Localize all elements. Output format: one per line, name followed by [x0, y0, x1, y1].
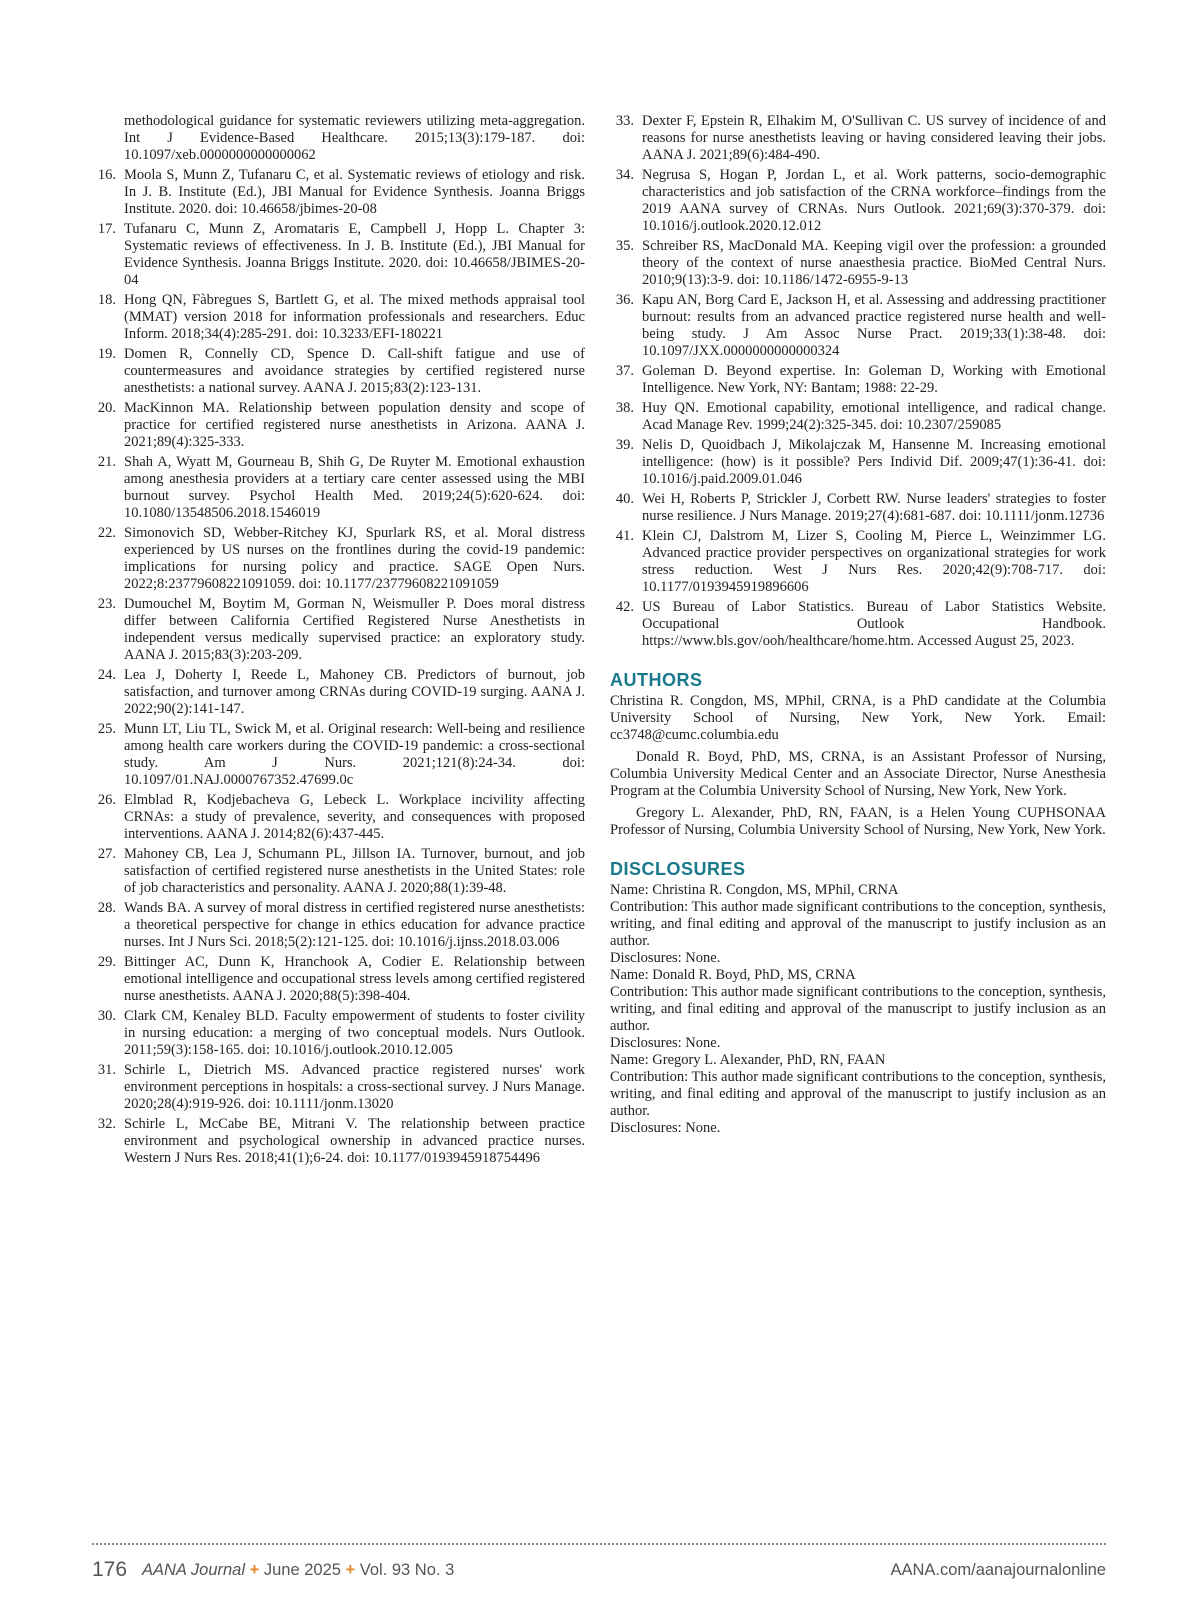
- reference-text: Domen R, Connelly CD, Spence D. Call-shift fatigue and use of countermeasures and avoidance strategies by certified registered nurse anesthetists: a national survey. AANA J. 2015;83(2):123-131.: [124, 346, 585, 396]
- reference-item: [610, 238, 1106, 289]
- reference-number: 41.: [615, 528, 634, 544]
- reference-item: [92, 1008, 585, 1059]
- reference-item: [92, 1062, 585, 1113]
- reference-text: Dexter F, Epstein R, Elhakim M, O'Sullivan C. US survey of incidence of and reasons for nurse anesthetists leaving or having considered leaving their jobs. AANA J. 2021;89(6):484-490.: [642, 113, 1106, 163]
- reference-text: Klein CJ, Dalstrom M, Lizer S, Cooling M, Pierce L, Weinzimmer LG. Advanced practice provider perspectives on organizational strategies for work stress reduction. West J Nurs Res. 2020;42(9):708-717. doi: 10.1177/0193945919896606: [642, 528, 1106, 595]
- reference-text: Bittinger AC, Dunn K, Hranchook A, Codier E. Relationship between emotional intelligence and occupational stress levels among certified registered nurse anesthetists. AANA J. 2020;88(5):398-404.: [124, 954, 585, 1004]
- authors-heading: AUTHORS: [610, 670, 703, 690]
- reference-number: 20.: [97, 400, 116, 416]
- page-footer: [92, 1558, 1106, 1588]
- disclosure-line: Disclosures: None.: [610, 1120, 721, 1136]
- reference-number: 37.: [615, 363, 634, 379]
- reference-item: [92, 346, 585, 397]
- reference-number: 35.: [615, 238, 634, 254]
- reference-item: [610, 528, 1106, 596]
- reference-number: 40.: [615, 491, 634, 507]
- reference-number: 18.: [97, 292, 116, 308]
- reference-list-right: [610, 113, 1106, 650]
- reference-item: [92, 400, 585, 451]
- reference-number: 25.: [97, 721, 116, 737]
- reference-item: [92, 846, 585, 897]
- reference-text: Clark CM, Kenaley BLD. Faculty empowerment of students to foster civility in nursing education: a merging of two conceptual models. Nurs Outlook. 2011;59(3):158-165. doi: 10.1016/j.outlook.2010.12.005: [124, 1008, 585, 1058]
- reference-number: 28.: [97, 900, 116, 916]
- reference-number: 21.: [97, 454, 116, 470]
- separator-icon: +: [249, 1561, 260, 1579]
- reference-text: Lea J, Doherty I, Reede L, Mahoney CB. Predictors of burnout, job satisfaction, and turnover among CRNAs during COVID-19 surging. AANA J. 2022;90(2):141-147.: [124, 667, 585, 717]
- reference-number: 31.: [97, 1062, 116, 1078]
- reference-number: 24.: [97, 667, 116, 683]
- disclosure-line: Name: Christina R. Congdon, MS, MPhil, CRNA: [610, 882, 899, 898]
- reference-text: Shah A, Wyatt M, Gourneau B, Shih G, De Ruyter M. Emotional exhaustion among anesthesia providers at a tertiary care center assessed using the MBI burnout survey. Psychol Health Med. 2019;24(5):620-624. doi: 10.1080/13548506.2018.1546019: [124, 454, 585, 521]
- reference-item: [92, 1116, 585, 1167]
- separator-icon: +: [345, 1561, 356, 1579]
- volume-issue: Vol. 93 No. 3: [359, 1561, 455, 1579]
- disclosure-line: Name: Donald R. Boyd, PhD, MS, CRNA: [610, 967, 856, 983]
- reference-continuation: methodological guidance for systematic reviewers utilizing meta-aggregation. Int J Evidence-Based Healthcare. 2015;13(3):179-187. doi: 10.1097/xeb.0000000000000062: [124, 113, 585, 163]
- reference-item: [610, 363, 1106, 397]
- reference-number: 38.: [615, 400, 634, 416]
- reference-item: [610, 113, 1106, 164]
- reference-item: [610, 292, 1106, 360]
- disclosure-line: Name: Gregory L. Alexander, PhD, RN, FAAN: [610, 1052, 886, 1068]
- reference-text: US Bureau of Labor Statistics. Bureau of Labor Statistics Website. Occupational Outlook Handbook. https://www.bls.gov/ooh/healthcare/home.htm. Accessed August 25, 2023.: [642, 599, 1106, 649]
- reference-number: 27.: [97, 846, 116, 862]
- reference-number: 17.: [97, 221, 116, 237]
- disclosure-line: Disclosures: None.: [610, 1035, 721, 1051]
- reference-number: 36.: [615, 292, 634, 308]
- reference-text: Tufanaru C, Munn Z, Aromataris E, Campbell J, Hopp L. Chapter 3: Systematic reviews of effectiveness. In J. B. Institute (Ed.), JBI Manual for Evidence Synthesis. Joanna Briggs Institute. 2020. doi: 10.46658/JBIMES-20-04: [124, 221, 585, 288]
- right-column: [610, 113, 1106, 1137]
- reference-number: 39.: [615, 437, 634, 453]
- disclosure-line: Contribution: This author made significant contributions to the conception, synthesis, writing, and final editing and approval of the manuscript to justify inclusion as an author.: [610, 899, 1106, 949]
- disclosure-line: Contribution: This author made significant contributions to the conception, synthesis, writing, and final editing and approval of the manuscript to justify inclusion as an author.: [610, 1069, 1106, 1119]
- reference-item: [92, 167, 585, 218]
- reference-number: 30.: [97, 1008, 116, 1024]
- reference-item: [610, 400, 1106, 434]
- reference-item: [610, 167, 1106, 235]
- reference-text: Hong QN, Fàbregues S, Bartlett G, et al. The mixed methods appraisal tool (MMAT) version 2018 for information professionals and researchers. Educ Inform. 2018;34(4):285-291. doi: 10.3233/EFI-180221: [124, 292, 585, 342]
- reference-item: [610, 437, 1106, 488]
- journal-name: AANA Journal: [142, 1561, 246, 1579]
- footer-divider: [92, 1543, 1106, 1545]
- reference-text: MacKinnon MA. Relationship between population density and scope of practice for certified registered nurse anesthetists in Arizona. AANA J. 2021;89(4):325-333.: [124, 400, 585, 450]
- reference-item: [92, 454, 585, 522]
- reference-text: Elmblad R, Kodjebacheva G, Lebeck L. Workplace incivility affecting CRNAs: a study of prevalence, severity, and consequences with proposed interventions. AANA J. 2014;82(6):437-445.: [124, 792, 585, 842]
- reference-item: [92, 292, 585, 343]
- reference-text: Negrusa S, Hogan P, Jordan L, et al. Work patterns, socio-demographic characteristics and job satisfaction of the CRNA workforce–findings from the 2019 AANA survey of CRNAs. Nurs Outlook. 2021;69(3):370-379. doi: 10.1016/j.outlook.2020.12.012: [642, 167, 1106, 234]
- disclosure-line: Disclosures: None.: [610, 950, 721, 966]
- author-bio: Christina R. Congdon, MS, MPhil, CRNA, is a PhD candidate at the Columbia University School of Nursing, New York, New York. Email: cc3748@cumc.columbia.edu: [610, 693, 1106, 743]
- left-column: [92, 113, 585, 1170]
- disclosure-line: Contribution: This author made significant contributions to the conception, synthesis, writing, and final editing and approval of the manuscript to justify inclusion as an author.: [610, 984, 1106, 1034]
- reference-text: Simonovich SD, Webber-Ritchey KJ, Spurlark RS, et al. Moral distress experienced by US nurses on the frontlines during the covid-19 pandemic: implications for nursing policy and practice. SAGE Open Nurs. 2022;8:23779608221091059. doi: 10.1177/23779608221091059: [124, 525, 585, 592]
- reference-number: 42.: [615, 599, 634, 615]
- reference-item: [92, 721, 585, 789]
- journal-website-link[interactable]: AANA.com/aanajournalonline: [890, 1561, 1106, 1579]
- reference-text: Schreiber RS, MacDonald MA. Keeping vigil over the profession: a grounded theory of the context of nurse anaesthesia practice. BioMed Central Nurs. 2010;9(13):3-9. doi: 10.1186/1472-6955-9-13: [642, 238, 1106, 288]
- reference-text: Goleman D. Beyond expertise. In: Goleman D, Working with Emotional Intelligence. New York, NY: Bantam; 1988: 22-29.: [642, 363, 1106, 396]
- reference-number: 29.: [97, 954, 116, 970]
- author-bio: Donald R. Boyd, PhD, MS, CRNA, is an Assistant Professor of Nursing, Columbia University Medical Center and an Associate Director, Nurse Anesthesia Program at the Columbia University School of Nursing, New York, New York.: [610, 749, 1106, 799]
- reference-number: 16.: [97, 167, 116, 183]
- reference-text: Wands BA. A survey of moral distress in certified registered nurse anesthetists: a theoretical perspective for change in ethics education for advance practice nurses. Int J Nurs Sci. 2018;5(2):121-125. doi: 10.1016/j.ijnss.2018.03.006: [124, 900, 585, 950]
- reference-item: [92, 596, 585, 664]
- reference-number: 19.: [97, 346, 116, 362]
- reference-text: Munn LT, Liu TL, Swick M, et al. Original research: Well-being and resilience among health care workers during the COVID-19 pandemic: a cross-sectional study. Am J Nurs. 2021;121(8):24-34. doi: 10.1097/01.NAJ.0000767352.47699.0c: [124, 721, 585, 788]
- reference-item: [92, 954, 585, 1005]
- reference-text: Wei H, Roberts P, Strickler J, Corbett RW. Nurse leaders' strategies to foster nurse resilience. J Nurs Manage. 2019;27(4):681-687. doi: 10.1111/jonm.12736: [642, 491, 1106, 524]
- page-number: 176: [92, 1558, 128, 1581]
- reference-text: Dumouchel M, Boytim M, Gorman N, Weismuller P. Does moral distress differ between California Certified Registered Nurse Anesthetists in independent versus medically supervised practice: an exploratory study. AANA J. 2015;83(3):203-209.: [124, 596, 585, 663]
- reference-list-left: [92, 167, 585, 1167]
- reference-item: [92, 525, 585, 593]
- reference-text: Schirle L, McCabe BE, Mitrani V. The relationship between practice environment and psychological ownership in advanced practice nurses. Western J Nurs Res. 2018;41(1);6-24. doi: 10.1177/0193945918754496: [124, 1116, 585, 1166]
- reference-text: Schirle L, Dietrich MS. Advanced practice registered nurses' work environment perceptions in hospitals: a cross-sectional survey. J Nurs Manage. 2020;28(4):919-926. doi: 10.1111/jonm.13020: [124, 1062, 585, 1112]
- reference-item: [92, 900, 585, 951]
- author-bio: Gregory L. Alexander, PhD, RN, FAAN, is a Helen Young CUPHSONAA Professor of Nursing, Columbia University School of Nursing, New York, New York.: [610, 805, 1106, 838]
- reference-item: [610, 599, 1106, 650]
- disclosures-heading: DISCLOSURES: [610, 859, 746, 879]
- reference-text: Moola S, Munn Z, Tufanaru C, et al. Systematic reviews of etiology and risk. In J. B. Institute (Ed.), JBI Manual for Evidence Synthesis. Joanna Briggs Institute. 2020. doi: 10.46658/jbimes-20-08: [124, 167, 585, 217]
- reference-text: Kapu AN, Borg Card E, Jackson H, et al. Assessing and addressing practitioner burnout: results from an advanced practice registered nurse health and well-being study. J Am Assoc Nurse Pract. 2019;33(1):38-48. doi: 10.1097/JXX.0000000000000324: [642, 292, 1106, 359]
- reference-number: 23.: [97, 596, 116, 612]
- reference-text: Huy QN. Emotional capability, emotional intelligence, and radical change. Acad Manage Rev. 1999;24(2):325-345. doi: 10.2307/259085: [642, 400, 1106, 433]
- reference-item: [610, 491, 1106, 525]
- reference-number: 34.: [615, 167, 634, 183]
- reference-text: Nelis D, Quoidbach J, Mikolajczak M, Hansenne M. Increasing emotional intelligence: (how) is it possible? Pers Individ Dif. 2009;47(1):36-41. doi: 10.1016/j.paid.2009.01.046: [642, 437, 1106, 487]
- reference-number: 22.: [97, 525, 116, 541]
- reference-text: Mahoney CB, Lea J, Schumann PL, Jillson IA. Turnover, burnout, and job satisfaction of certified registered nurse anesthetists in the United States: role of job characteristics and personality. AANA J. 2020;88(1):39-48.: [124, 846, 585, 896]
- reference-number: 33.: [615, 113, 634, 129]
- reference-item: [92, 221, 585, 289]
- reference-number: 26.: [97, 792, 116, 808]
- reference-item: [92, 667, 585, 718]
- reference-number: 32.: [97, 1116, 116, 1132]
- issue-date: June 2025: [263, 1561, 341, 1579]
- journal-citation: [142, 1561, 454, 1580]
- reference-item: [92, 792, 585, 843]
